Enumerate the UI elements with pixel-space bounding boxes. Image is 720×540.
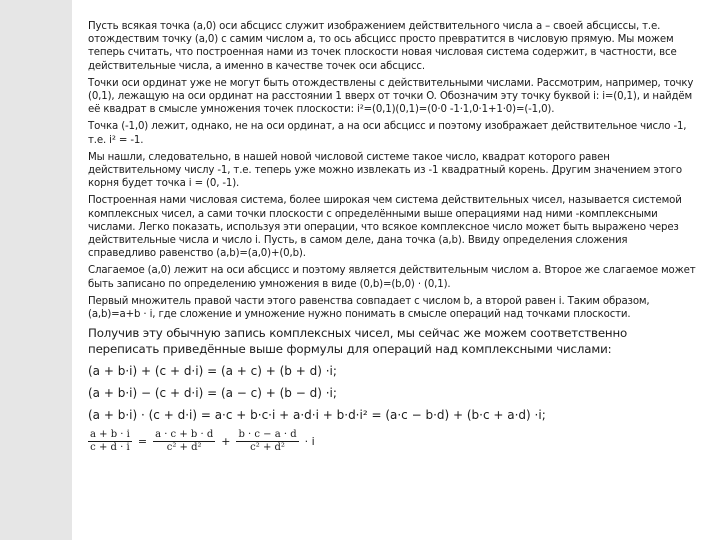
imag-part-fraction [236, 429, 298, 454]
formula-subtraction: (a + b·i) − (c + d·i) = (a − c) + (b − d) ·i; [88, 386, 337, 401]
paragraph-7: Первый множитель правой части этого равенства совпадает с числом b, а второй равен i. Таким образом, (a,b)=a+b · i, где сложение и умножение нужно понимать в смысле операций над точками плоскости. [88, 295, 650, 321]
real-part-denominator: c² + d² [166, 442, 202, 454]
real-part-fraction [153, 429, 215, 454]
imaginary-unit-tail: · i [304, 435, 315, 449]
lhs-fraction [88, 429, 132, 454]
paragraph-5: Построенная нами числовая система, более широкая чем система действительных чисел, называется системой комплексных чисел, а сами точки плоскости с определёнными выше операциями над ними -комплексными числами. Легко показать, используя эти операции, что всякое комплексное число может быть выражено через действительные числа и число i. Пусть, в самом деле, дана точка (a,b). Ввиду определения сложения справедливо равенство (a,b)=(a,0)+(0,b). [88, 195, 682, 260]
paragraph-1: Пусть всякая точка (a,0) оси абсцисс служит изображением действительного числа a – своей абсциссы, т.е. отождествим точку (a,0) с самим числом a, то ось абсцисс просто превратится в числовую прямую. Мы можем теперь считать, что построенная нами из точек плоскости новая числовая система содержит, в частности, все действительные числа, а именно в качестве точек оси абсцисс. [88, 21, 677, 72]
lhs-numerator: a + b · i [90, 429, 130, 441]
lhs-denominator: c + d · i [90, 442, 130, 454]
real-part-numerator: a · c + b · d [155, 429, 214, 441]
equals-sign: = [137, 435, 148, 449]
formula-division [88, 429, 696, 454]
imag-part-denominator: c² + d² [250, 442, 285, 454]
paragraph-4: Мы нашли, следовательно, в нашей новой числовой системе такое число, квадрат которого равен действительному числу -1, т.е. теперь уже можно извлекать из -1 квадратный корень. Другим значением этого корня будет точка i = (0, -1). [88, 151, 683, 190]
intro-paragraph: Получив эту обычную запись комплексных чисел, мы сейчас же можем соответственно переписать приведённые выше формулы для операций над комплексными числами: [88, 326, 628, 357]
paragraph-6: Слагаемое (a,0) лежит на оси абсцисс и поэтому является действительным числом a. Второе же слагаемое может быть записано по определению умножения в виде (0,b)=(b,0) · (0,1). [88, 265, 696, 290]
formula-addition: (a + b·i) + (c + d·i) = (a + c) + (b + d) ·i; [88, 364, 337, 379]
formula-multiplication: (a + b·i) · (c + d·i) = a·c + b·c·i + a·d·i + b·d·i² = (a·c − b·d) + (b·c + a·d) ·i; [88, 408, 546, 423]
paragraph-3: Точка (-1,0) лежит, однако, не на оси ординат, а на оси абсцисс и поэтому изображает действительное число -1, т.е. i² = -1. [88, 121, 687, 146]
paragraph-2: Точки оси ординат уже не могут быть отождествлены с действительными числами. Рассмотрим, например, точку (0,1), лежащую на оси ординат на расстоянии 1 вверх от точки O. Обозначим эту точку буквой i: i=(0,1), и найдём её квадрат в смысле умножения точек плоскости: i²=(0,1)(0,1)=(0·0 -1·1,0·1+1·0)=(-1,0). [88, 77, 694, 116]
left-margin-bar [0, 0, 72, 540]
imag-part-numerator: b · c − a · d [238, 429, 297, 441]
text-content [88, 20, 696, 454]
plus-sign: + [221, 435, 231, 449]
